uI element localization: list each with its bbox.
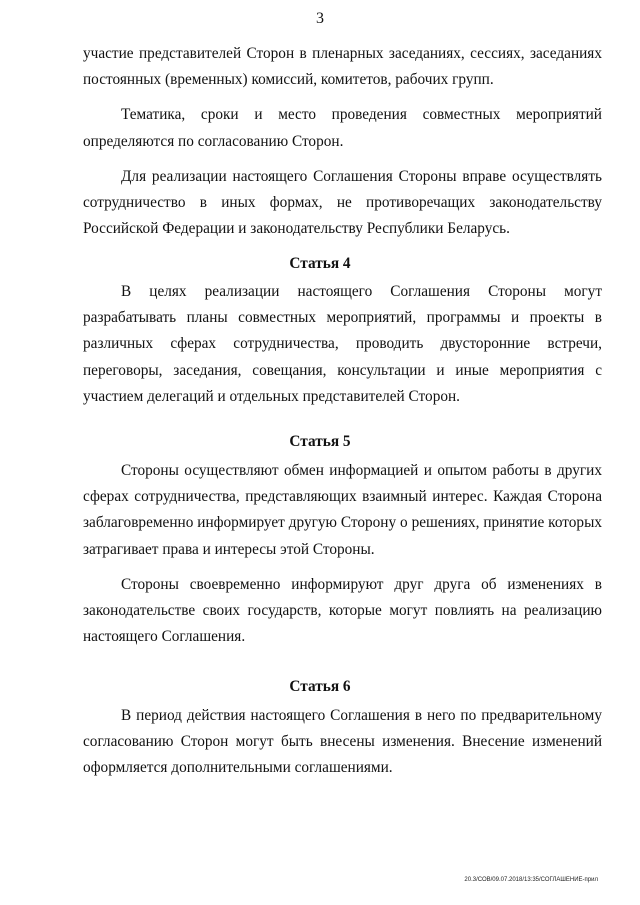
footer-document-code: 20.3/СОВ/09.07.2018/13:35/СОГЛАШЕНИЕ-прил xyxy=(464,877,598,883)
intro-block xyxy=(83,41,602,242)
article-6-heading: Статья 6 xyxy=(289,678,351,695)
article-4-heading: Статья 4 xyxy=(289,255,351,272)
paragraph: В целях реализации настоящего Соглашения Стороны могут разрабатывать планы совместных мероприятий, программы и проекты в различных сферах сотрудничества, проводить двусторонние встречи, переговоры, заседания, совещания, консультации и иные мероприятия с участием делегаций и отдельных представителей Сторон. xyxy=(83,283,602,405)
article-4-body xyxy=(83,279,602,410)
article-6-body xyxy=(83,703,602,782)
page-number: 3 xyxy=(316,10,324,27)
article-5-body xyxy=(83,458,602,650)
article-5-heading: Статья 5 xyxy=(289,433,351,450)
paragraph: Стороны своевременно информируют друг друга об изменениях в законодательстве своих государств, которые могут повлиять на реализацию настоящего Соглашения. xyxy=(83,575,602,646)
paragraph: Стороны осуществляют обмен информацией и опытом работы в других сферах сотрудничества, представляющих взаимный интерес. Каждая Сторона заблаговременно информирует другую Сторону о решениях, принятие которых затрагивает права и интересы этой Стороны. xyxy=(83,462,602,558)
paragraph: В период действия настоящего Соглашения в него по предварительному согласованию Сторон могут быть внесены изменения. Внесение изменений оформляется дополнительными соглашениями. xyxy=(83,707,602,777)
paragraph: Тематика, сроки и место проведения совместных мероприятий определяются по согласованию Сторон. xyxy=(83,106,602,150)
paragraph: Для реализации настоящего Соглашения Стороны вправе осуществлять сотрудничество в иных формах, не противоречащих законодательству Российской Федерации и законодательству Республики Беларусь. xyxy=(83,167,602,238)
paragraph: участие представителей Сторон в пленарных заседаниях, сессиях, заседаниях постоянных (временных) комиссий, комитетов, рабочих групп. xyxy=(83,45,602,89)
